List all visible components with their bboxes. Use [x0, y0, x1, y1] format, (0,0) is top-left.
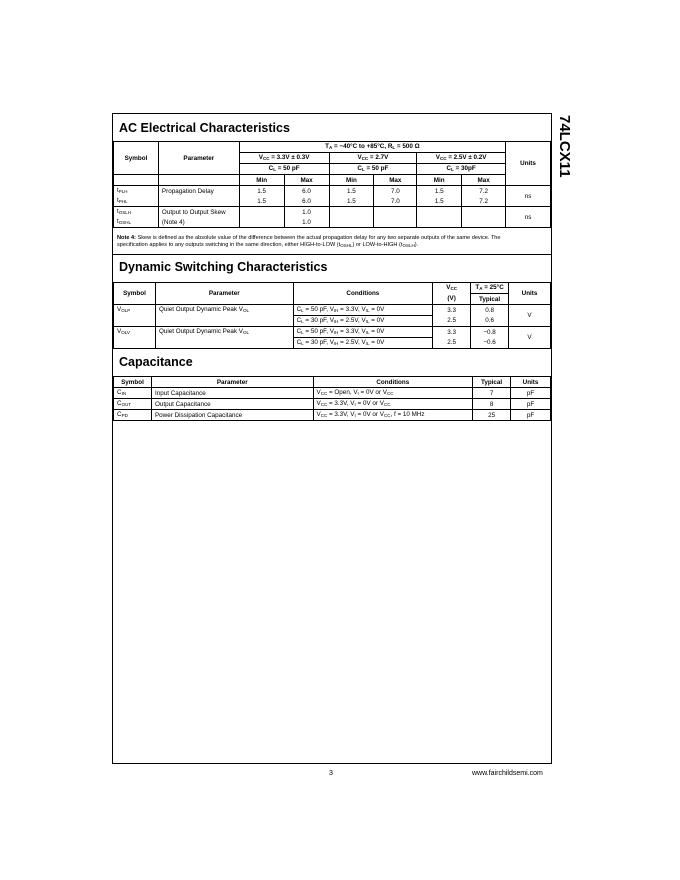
table-row: $t_{PLH}$ Propagation Delay 1.5 6.0 1.5 7.0 1.5 7.2 ns	[114, 186, 551, 197]
ac-title: AC Electrical Characteristics	[119, 121, 290, 135]
divider	[113, 254, 551, 255]
side-title: 74LCX11	[556, 115, 573, 178]
dyn-units-header: Units	[509, 283, 551, 305]
page-number: 3	[329, 770, 333, 777]
min-header: Min	[417, 175, 462, 186]
dyn-parameter-header: Parameter	[155, 283, 293, 305]
ac-ta-header: $T_A = -40^\circ C$ to +85°C, $R_L = 500$ Ω	[239, 142, 505, 153]
ac-table	[113, 141, 551, 228]
ac-cl2-header: $C_L = 50$ pF	[329, 164, 417, 175]
ac-parameter-header: Parameter	[158, 142, 239, 175]
dyn-conditions-header: Conditions	[293, 283, 433, 305]
ac-blank	[158, 175, 239, 186]
ac-vcc3-header: $V_{CC} = 2.5V \pm 0.2V$	[417, 153, 506, 164]
min-header: Min	[239, 175, 284, 186]
ac-units-header: Units	[506, 142, 551, 186]
cap-units-header: Units	[511, 377, 551, 388]
ac-cl3-header: $C_L = 30pF$	[417, 164, 506, 175]
table-row: $C_{IN}$ Input Capacitance $V_{CC}$ = Open, $V_I = 0V$ or $V_{CC}$ 7 pF	[114, 388, 551, 399]
table-row: $C_L = 30$ pF, $V_{IH} = 2.5V$, $V_{IL} = 0V$ 2.5 0.6	[114, 316, 551, 327]
dyn-symbol-header: Symbol	[114, 283, 156, 305]
max-header: Max	[374, 175, 417, 186]
dyn-typical-header: Typical	[471, 294, 509, 305]
min-header: Min	[329, 175, 374, 186]
table-row: $C_{PD}$ Power Dissipation Capacitance $V_{CC} = 3.3V$, $V_I = 0V$ or $V_{CC}$, f = 10 MHz 25 pF	[114, 410, 551, 421]
dyn-table	[113, 282, 551, 349]
max-header: Max	[284, 175, 329, 186]
note-4: Note 4: Skew is defined as the absolute value of the difference between the actual propagation delay for any two separate outputs of the same device. The specification applies to any outputs switching in the same direction, either HIGH-to-LOW $(t_{OSHL})$ or LOW-to-HIGH $(t_{OSLH})$.	[117, 235, 501, 248]
dyn-ta-header: $T_A = 25^\circ C$	[471, 283, 509, 294]
table-row: $t_{OSLH}$ Output to Output Skew 1.0 ns	[114, 207, 551, 218]
table-row: $V_{OLV}$ Quiet Output Dynamic Peak $V_{OL}$ $C_L = 50$ pF, $V_{IH} = 3.3V$, $V_{IL} = 0V$ 3.3 −0.8 V	[114, 327, 551, 338]
cap-parameter-header: Parameter	[151, 377, 313, 388]
ac-cl1-header: $C_L = 50$ pF	[239, 164, 329, 175]
dyn-title: Dynamic Switching Characteristics	[119, 260, 328, 274]
table-row: $V_{OLP}$ Quiet Output Dynamic Peak $V_{OL}$ $C_L = 50$ pF, $V_{IH} = 3.3V$, $V_{IL} = 0V$ 3.3 0.8 V	[114, 305, 551, 316]
cap-conditions-header: Conditions	[313, 377, 473, 388]
dyn-vcc-header: $V_{CC}$	[433, 283, 471, 294]
cap-table	[113, 376, 551, 421]
table-row: $t_{PHL}$ 1.5 6.0 1.5 7.0 1.5 7.2	[114, 196, 551, 207]
ac-symbol-header: Symbol	[114, 142, 159, 175]
cap-typical-header: Typical	[473, 377, 511, 388]
footer-url[interactable]: www.fairchildsemi.com	[472, 770, 543, 777]
ac-blank	[114, 175, 159, 186]
table-row: $t_{OSHL}$ (Note 4) 1.0	[114, 217, 551, 228]
dyn-vcc-unit: (V)	[433, 294, 471, 305]
ac-vcc1-header: $V_{CC} = 3.3V \pm 0.3V$	[239, 153, 329, 164]
table-row: $C_{OUT}$ Output Capacitance $V_{CC} = 3.3V$, $V_I = 0V$ or $V_{CC}$ 8 pF	[114, 399, 551, 410]
max-header: Max	[462, 175, 506, 186]
cap-symbol-header: Symbol	[114, 377, 152, 388]
ac-vcc2-header: $V_{CC} = 2.7V$	[329, 153, 417, 164]
table-row: $C_L = 30$ pF, $V_{IH} = 2.5V$, $V_{IL} = 0V$ 2.5 −0.6	[114, 338, 551, 349]
cap-title: Capacitance	[119, 355, 193, 369]
